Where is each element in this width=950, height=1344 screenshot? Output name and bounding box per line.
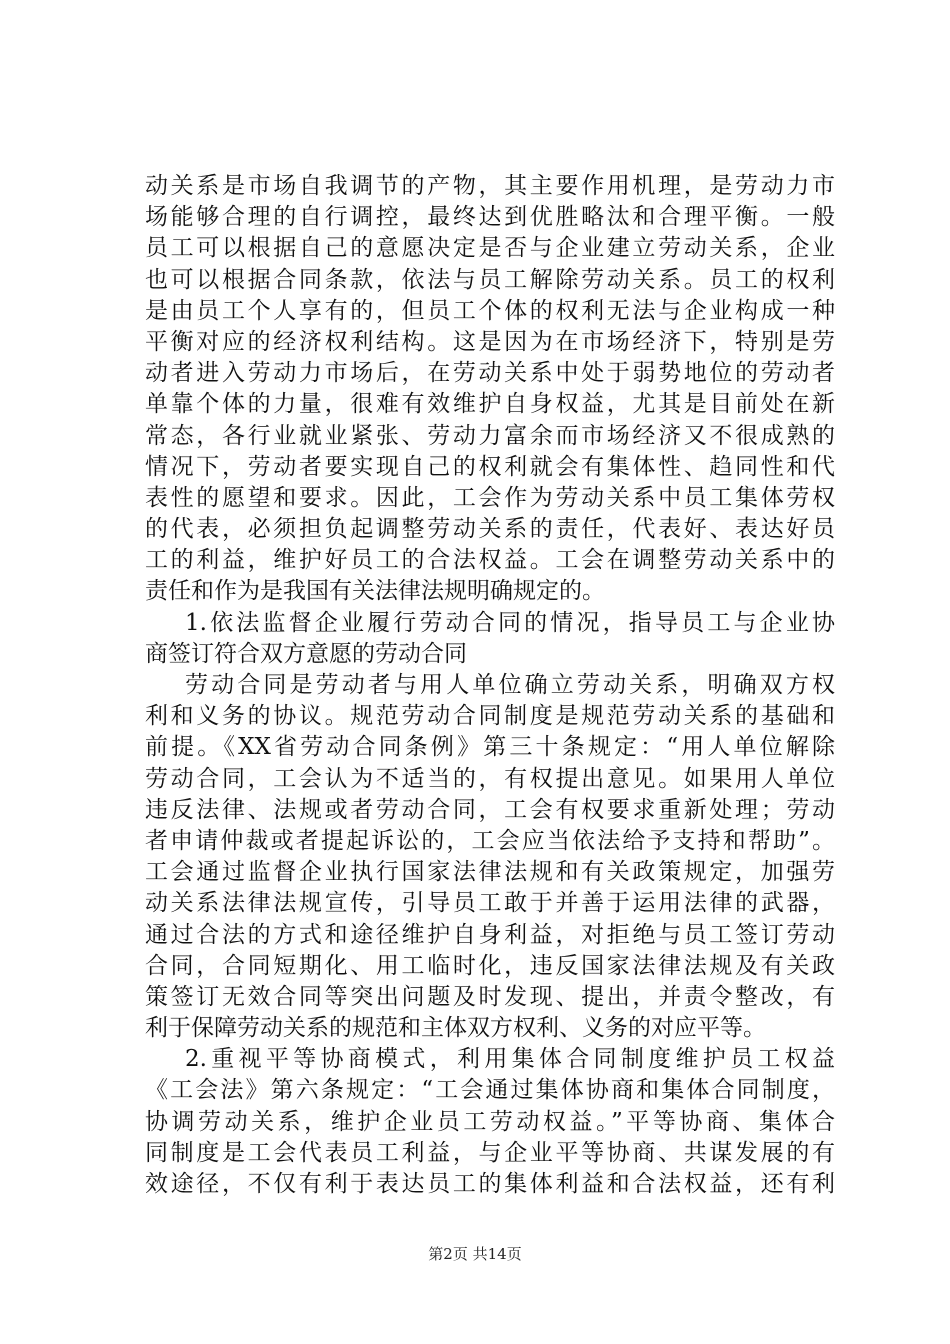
text-line: 也可以根据合同条款，依法与员工解除劳动关系。员工的权利 — [145, 266, 835, 293]
text-line: 策签订无效合同等突出问题及时发现、提出，并责令整改，有 — [145, 983, 835, 1010]
page-footer: 第2页 共14页 — [428, 1245, 522, 1263]
text-line: 《工会法》第六条规定：“工会通过集体协商和集体合同制度， — [145, 1077, 835, 1104]
text-line: 劳动合同，工会认为不适当的，有权提出意见。如果用人单位 — [145, 765, 835, 792]
text-line: 利于保障劳动关系的规范和主体双方权利、义务的对应平等。 — [145, 1015, 766, 1042]
text-line: 工的利益，维护好员工的合法权益。工会在调整劳动关系中的 — [145, 547, 835, 574]
document-body — [145, 171, 835, 1200]
text-line: 场能够合理的自行调控，最终达到优胜略汰和合理平衡。一般 — [145, 204, 835, 231]
text-line: 同制度是工会代表员工利益，与企业平等协商、共谋发展的有 — [145, 1139, 835, 1166]
text-line: 通过合法的方式和途径维护自身利益，对拒绝与员工签订劳动 — [145, 921, 835, 948]
text-line: 效途径，不仅有利于表达员工的集体利益和合法权益，还有利 — [145, 1171, 835, 1197]
text-line: 利和义务的协议。规范劳动合同制度是规范劳动关系的基础和 — [145, 703, 835, 730]
text-line: 者申请仲裁或者提起诉讼的，工会应当依法给予支持和帮助”。 — [145, 827, 835, 854]
text-line: 劳动合同是劳动者与用人单位确立劳动关系，明确双方权 — [185, 672, 835, 698]
text-line: 前提。《XX省劳动合同条例》第三十条规定：“用人单位解除 — [145, 734, 835, 761]
text-line: 动关系是市场自我调节的产物，其主要作用机理，是劳动力市 — [145, 173, 835, 199]
text-line: 工会通过监督企业执行国家法律法规和有关政策规定，加强劳 — [145, 859, 835, 886]
text-line: 协调劳动关系，维护企业员工劳动权益。”平等协商、集体合 — [145, 1108, 835, 1135]
text-line: 单靠个体的力量，很难有效维护自身权益，尤其是目前处在新 — [145, 391, 835, 418]
text-line: 商签订符合双方意愿的劳动合同 — [145, 640, 467, 667]
text-line: 动关系法律法规宣传，引导员工敢于并善于运用法律的武器， — [145, 890, 835, 917]
text-line: 责任和作为是我国有关法律法规明确规定的。 — [145, 578, 605, 605]
text-line: 员工可以根据自己的意愿决定是否与企业建立劳动关系，企业 — [145, 235, 835, 262]
text-line: 1.依法监督企业履行劳动合同的情况，指导员工与企业协 — [185, 609, 835, 636]
text-line: 动者进入劳动力市场后，在劳动关系中处于弱势地位的劳动者 — [145, 360, 835, 387]
text-line: 合同，合同短期化、用工临时化，违反国家法律法规及有关政 — [145, 952, 835, 979]
text-line: 是由员工个人享有的，但员工个体的权利无法与企业构成一种 — [145, 297, 835, 324]
text-line: 表性的愿望和要求。因此，工会作为劳动关系中员工集体劳权 — [145, 484, 835, 511]
text-line: 常态，各行业就业紧张、劳动力富余而市场经济又不很成熟的 — [145, 422, 835, 449]
text-line: 情况下，劳动者要实现自己的权利就会有集体性、趋同性和代 — [145, 453, 835, 480]
text-line: 平衡对应的经济权利结构。这是因为在市场经济下，特别是劳 — [145, 328, 835, 355]
text-line: 2.重视平等协商模式，利用集体合同制度维护员工权益 — [185, 1046, 835, 1073]
text-line: 违反法律、法规或者劳动合同，工会有权要求重新处理；劳动 — [145, 796, 835, 823]
text-line: 的代表，必须担负起调整劳动关系的责任，代表好、表达好员 — [145, 516, 835, 543]
